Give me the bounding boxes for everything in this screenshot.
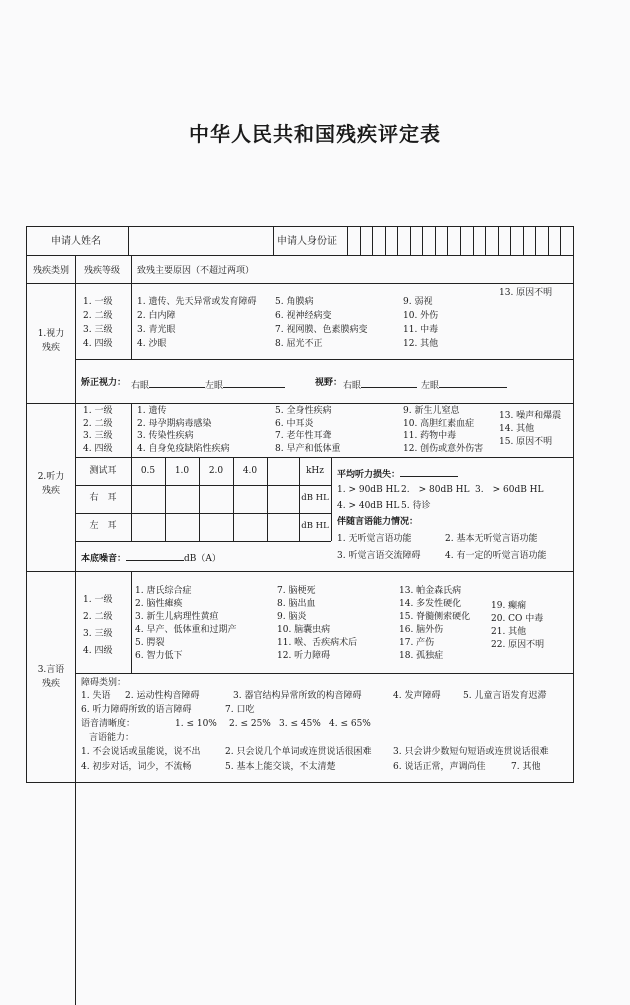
- vision-level-1[interactable]: 1. 一级: [83, 297, 113, 307]
- loss-option[interactable]: 1. > 90dB HL: [337, 485, 400, 495]
- id-digit-cell[interactable]: [372, 227, 385, 255]
- freq-1-0: 1.0: [174, 466, 190, 476]
- id-digit-cell[interactable]: [510, 227, 523, 255]
- id-digit-cell[interactable]: [435, 227, 448, 255]
- clarity-label: 语音清晰度：: [81, 719, 136, 729]
- disorder-option[interactable]: 7. 口吃: [225, 705, 255, 715]
- speech-option[interactable]: 3. 听觉言语交流障碍: [337, 551, 421, 561]
- hearing-causes-col4[interactable]: [499, 410, 561, 449]
- id-digit-cell[interactable]: [385, 227, 398, 255]
- vision-cause[interactable]: 11. 中毒: [403, 325, 439, 335]
- corrected-vision-label: 矫正视力：: [81, 378, 127, 388]
- loss-option[interactable]: 4. > 40dB HL: [337, 501, 400, 511]
- speech-cause[interactable]: 20. CO 中毒: [491, 614, 544, 624]
- hearing-level-3[interactable]: 3. 三级: [83, 431, 113, 441]
- field-left-eye[interactable]: 左眼: [421, 378, 507, 392]
- disorder-option[interactable]: 3. 器官结构异常所致的构音障碍: [233, 691, 362, 701]
- vision-cause[interactable]: 2. 白内障: [137, 311, 176, 321]
- id-digit-cell[interactable]: [560, 227, 573, 255]
- background-noise[interactable]: 本底噪音： dB（A）: [81, 551, 221, 565]
- hearing-cause[interactable]: 3. 传染性疾病: [137, 431, 194, 441]
- hearing-causes-col3[interactable]: [403, 405, 483, 455]
- hearing-cause[interactable]: 7. 老年性耳聋: [275, 431, 332, 441]
- clarity-option[interactable]: 3. ≤ 45%: [279, 719, 321, 729]
- vision-cause[interactable]: 10. 外伤: [403, 311, 439, 321]
- id-digit-cell[interactable]: [548, 227, 561, 255]
- freq-4-0: 4.0: [242, 466, 258, 476]
- ability-option[interactable]: 3. 只会讲少数短句短语或连贯说话很难: [393, 747, 549, 757]
- loss-option[interactable]: 2. > 80dB HL: [401, 485, 470, 495]
- vision-category: 1.视力 残疾: [37, 329, 65, 353]
- id-label: 申请人身份证: [277, 236, 337, 247]
- speech-cause[interactable]: 10. 脑囊虫病: [277, 625, 331, 635]
- hearing-level-2[interactable]: 2. 二级: [83, 418, 113, 429]
- speech-option[interactable]: 2. 基本无听觉言语功能: [445, 534, 538, 544]
- speech-cause[interactable]: 8. 脑出血: [277, 599, 316, 609]
- id-digit-cell[interactable]: [473, 227, 486, 255]
- hearing-causes-col2[interactable]: [275, 405, 340, 455]
- vision-causes-col1[interactable]: [137, 295, 256, 351]
- vision-cause[interactable]: 3. 青光眼: [137, 325, 176, 335]
- disorder-option[interactable]: 1. 失语: [81, 691, 111, 701]
- hearing-levels[interactable]: [83, 405, 112, 455]
- id-digit-cell[interactable]: [460, 227, 473, 255]
- speech-cause[interactable]: 14. 多发性硬化: [399, 599, 462, 609]
- ability-label: 言语能力：: [89, 733, 135, 743]
- col-cause: 致残主要原因（不超过两项）: [137, 266, 255, 276]
- vision-cause[interactable]: 5. 角膜病: [275, 297, 314, 307]
- hearing-cause[interactable]: 2. 母孕期病毒感染: [137, 418, 212, 429]
- hearing-cause[interactable]: 10. 高胆红素血症: [403, 418, 475, 429]
- hearing-cause[interactable]: 8. 早产和低体重: [275, 443, 341, 454]
- vision-causes-col3[interactable]: [403, 295, 438, 351]
- vision-cause[interactable]: 12. 其他: [403, 339, 439, 349]
- id-digit-cell[interactable]: [498, 227, 511, 255]
- hearing-cause[interactable]: 14. 其他: [499, 424, 535, 434]
- speech-cause[interactable]: 22. 原因不明: [491, 640, 545, 650]
- id-digit-cell[interactable]: [422, 227, 435, 255]
- hearing-cause[interactable]: 15. 原因不明: [499, 437, 553, 447]
- speech-cause[interactable]: 2. 脑性瘫痪: [135, 599, 183, 609]
- vision-cause[interactable]: 8. 屈光不正: [275, 339, 323, 349]
- speech-ability-label: 伴随言语能力情况：: [337, 517, 419, 527]
- loss-option[interactable]: 3. > 60dB HL: [475, 485, 544, 495]
- hearing-cause[interactable]: 1. 遗传: [137, 406, 167, 416]
- hearing-cause[interactable]: 12. 创伤或意外伤害: [403, 443, 484, 454]
- vision-cause[interactable]: 4. 沙眼: [137, 339, 167, 349]
- speech-causes-col1[interactable]: [135, 585, 236, 663]
- hearing-causes-col1[interactable]: [137, 405, 229, 455]
- avg-loss-label[interactable]: 平均听力损失：: [337, 467, 458, 481]
- ability-option[interactable]: 4. 初步对话，词少，不流畅: [81, 762, 192, 772]
- hearing-cause[interactable]: 9. 新生儿窒息: [403, 406, 460, 416]
- speech-levels[interactable]: [83, 592, 112, 660]
- form-title: 中华人民共和国残疾评定表: [189, 122, 441, 146]
- speech-causes-col4[interactable]: [491, 600, 544, 652]
- speech-causes-col3[interactable]: [399, 585, 470, 663]
- speech-cause[interactable]: 19. 癫痫: [491, 601, 527, 611]
- id-digit-cell[interactable]: [535, 227, 548, 255]
- id-digit-cell[interactable]: [410, 227, 423, 255]
- ability-option[interactable]: 6. 说话正常，声调尚佳: [393, 762, 486, 772]
- ability-option[interactable]: 2. 只会说几个单词或连贯说话很困难: [225, 747, 372, 757]
- disorder-label: 障碍类别：: [81, 678, 127, 688]
- speech-causes-col2[interactable]: [277, 585, 357, 663]
- id-digit-cell[interactable]: [347, 227, 360, 255]
- ability-option[interactable]: 1. 不会说话或虽能说，说不出: [81, 747, 201, 757]
- id-digit-cell[interactable]: [447, 227, 460, 255]
- col-category: 残疾类别: [33, 266, 70, 276]
- id-digit-cell[interactable]: [485, 227, 498, 255]
- vision-cause[interactable]: 9. 弱视: [403, 297, 433, 307]
- speech-cause[interactable]: 17. 产伤: [399, 638, 435, 648]
- vision-cause[interactable]: 7. 视网膜、色素膜病变: [275, 325, 368, 335]
- disorder-option[interactable]: 2. 运动性构音障碍: [125, 691, 200, 701]
- speech-option[interactable]: 4. 有一定的听觉言语功能: [445, 551, 547, 561]
- disorder-option[interactable]: 6. 听力障碍所致的语言障碍: [81, 705, 192, 715]
- right-ear-unit: dB HL: [301, 493, 329, 503]
- disorder-option[interactable]: 4. 发声障碍: [393, 691, 441, 701]
- left-ear-label: 左 耳: [89, 521, 117, 531]
- visual-field-label: 视野：: [315, 378, 343, 388]
- speech-level-2[interactable]: 2. 二级: [83, 612, 113, 622]
- speech-cause[interactable]: 6. 智力低下: [135, 651, 183, 661]
- ability-option[interactable]: 7. 其他: [511, 762, 541, 772]
- hearing-level-4[interactable]: 4. 四级: [83, 443, 113, 454]
- vision-level-3[interactable]: 3. 三级: [83, 325, 113, 335]
- vision-cause-13[interactable]: 13. 原因不明: [499, 288, 553, 298]
- ability-option[interactable]: 5. 基本上能交谈，不太清楚: [225, 762, 336, 772]
- speech-cause[interactable]: 9. 脑炎: [277, 612, 307, 622]
- speech-cause[interactable]: 5. 腭裂: [135, 638, 165, 648]
- clarity-option[interactable]: 2. ≤ 25%: [229, 719, 271, 729]
- speech-cause[interactable]: 16. 脑外伤: [399, 625, 444, 635]
- hearing-cause[interactable]: 4. 自身免疫缺陷性疾病: [137, 443, 230, 454]
- speech-cause[interactable]: 1. 唐氏综合症: [135, 586, 192, 596]
- corrected-right-eye[interactable]: 右眼: [131, 378, 205, 392]
- vision-levels[interactable]: [83, 295, 112, 351]
- vision-level-2[interactable]: 2. 二级: [83, 311, 113, 321]
- hearing-cause[interactable]: 6. 中耳炎: [275, 418, 314, 429]
- id-digit-cell[interactable]: [397, 227, 410, 255]
- id-digit-cell[interactable]: [360, 227, 373, 255]
- speech-level-1[interactable]: 1. 一级: [83, 595, 113, 605]
- speech-cause[interactable]: 13. 帕金森氏病: [399, 586, 462, 596]
- disorder-option[interactable]: 5. 儿童言语发育迟滞: [463, 691, 547, 701]
- right-ear-label: 右 耳: [89, 493, 117, 503]
- field-right-eye[interactable]: 右眼: [343, 378, 417, 392]
- speech-level-3[interactable]: 3. 三级: [83, 629, 113, 639]
- freq-2-0: 2.0: [208, 466, 224, 476]
- speech-cause[interactable]: 3. 新生儿病理性黄疸: [135, 612, 219, 622]
- vision-cause[interactable]: 1. 遗传、先天异常或发育障碍: [137, 297, 257, 307]
- corrected-left-eye[interactable]: 左眼: [205, 378, 285, 392]
- speech-cause[interactable]: 11. 喉、舌疾病术后: [277, 638, 358, 648]
- speech-cause[interactable]: 12. 听力障碍: [277, 651, 331, 661]
- speech-cause[interactable]: 7. 脑梗死: [277, 586, 316, 596]
- speech-cause[interactable]: 21. 其他: [491, 627, 527, 637]
- speech-category: 3.言语 残疾: [37, 665, 65, 689]
- speech-level-4[interactable]: 4. 四级: [83, 646, 113, 656]
- vision-level-4[interactable]: 4. 四级: [83, 339, 113, 349]
- speech-cause[interactable]: 18. 孤独症: [399, 651, 444, 661]
- speech-option[interactable]: 1. 无听觉言语功能: [337, 534, 412, 544]
- left-ear-unit: dB HL: [301, 521, 329, 531]
- freq-0-5: 0.5: [140, 466, 156, 476]
- vision-causes-col2[interactable]: [275, 295, 367, 351]
- loss-option[interactable]: 5. 待诊: [401, 501, 431, 511]
- id-digit-cell[interactable]: [523, 227, 536, 255]
- col-level: 残疾等级: [84, 266, 121, 276]
- clarity-option[interactable]: 4. ≤ 65%: [329, 719, 371, 729]
- test-ear-label: 测试耳: [89, 466, 117, 476]
- hearing-cause[interactable]: 13. 噪声和爆震: [499, 411, 562, 421]
- speech-cause[interactable]: 15. 脊髓侧索硬化: [399, 612, 471, 622]
- assessment-table: [26, 226, 574, 783]
- hearing-category: 2.听力 残疾: [37, 472, 65, 496]
- vision-cause[interactable]: 6. 视神经病变: [275, 311, 332, 321]
- hearing-level-1[interactable]: 1. 一级: [83, 406, 113, 416]
- freq-unit: kHz: [305, 466, 325, 476]
- clarity-option[interactable]: 1. ≤ 10%: [175, 719, 217, 729]
- hearing-cause[interactable]: 11. 药物中毒: [403, 431, 457, 441]
- hearing-cause[interactable]: 5. 全身性疾病: [275, 406, 332, 416]
- speech-cause[interactable]: 4. 早产、低体重和过期产: [135, 625, 237, 635]
- name-label: 申请人姓名: [51, 236, 101, 247]
